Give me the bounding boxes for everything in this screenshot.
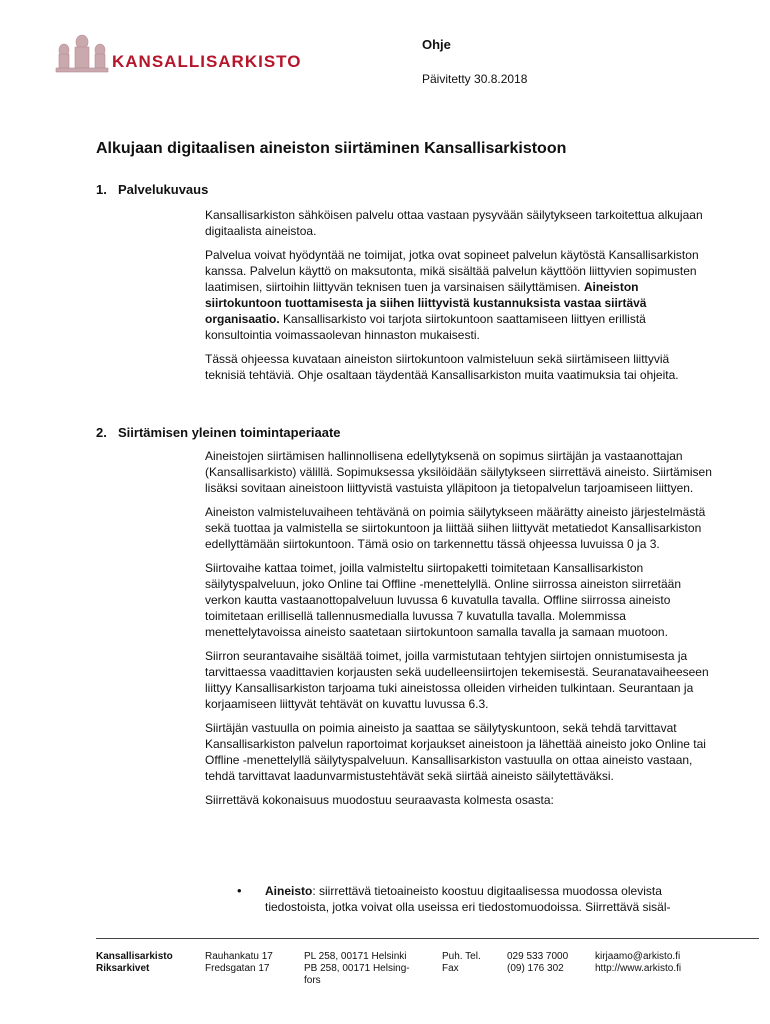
footer-organization: Kansallisarkisto Riksarkivet (96, 951, 173, 974)
paragraph: Siirrettävä kokonaisuus muodostuu seuraavasta kolmesta osasta: (205, 793, 554, 807)
footer-divider (96, 938, 759, 939)
section-title: Palvelukuvaus (118, 182, 209, 197)
archive-emblem-icon (54, 32, 110, 74)
footer-phone-numbers: 029 533 7000 (09) 176 302 (507, 951, 569, 974)
email-link[interactable]: kirjaamo@arkisto.fi (595, 951, 681, 962)
paragraph: Tässä ohjeessa kuvataan aineiston siirtokuntoon valmisteluun sekä siirtämiseen liittyviä teknisiä tehtäviä. Ohje osaltaan täydentää Kansallisarkiston muita vaatimuksia tai ohjeita. (205, 352, 679, 382)
paragraph: Aineiston valmisteluvaiheen tehtävänä on poimia säilytykseen määrätty aineisto järjestelmästä sekä tuottaa ja valmistella se siirtokuntoon ja liittää siihen liittyvät metatiedot Kansallisarkiston edellyttämään siirtokuntoon. Tämä osio on tarkennettu tässä ohjeessa luvuissa 0 ja 3. (205, 505, 706, 551)
list-item: Aineisto: siirrettävä tietoaineisto koostuu digitaalisessa muodossa olevista tiedostoista, jotka voivat olla useissa eri tiedostomuodoissa. Siirrettävä sisäl- (265, 884, 671, 914)
paragraph: Siirtovaihe kattaa toimet, joilla valmisteltu siirtopaketti toimitetaan Kansallisarkiston säilytyspalveluun, joko Online tai Offline -menettelyllä. Online siirrossa aineiston siirretään verkon kautta vastaanottopalveluun luvussa 6 kuvatulla tavalla. Offline siirrossa aineisto toimitetaan erillisellä tallennusmedialla luvussa 7 kuvatulla tavalla. Molemmissa menettelytavoissa aineisto saatetaan siirtokuntoon samalla tavalla ja samaan muotoon. (205, 561, 682, 639)
footer-email-web (595, 951, 681, 975)
footer-postal-address: PL 258, 00171 Helsinki PB 258, 00171 Helsing- fors (304, 951, 410, 986)
logo-text: KANSALLISARKISTO (112, 52, 302, 71)
paragraph: Palvelua voivat hyödyntää ne toimijat, jotka ovat sopineet palvelun käytöstä Kansallisarkiston kanssa. Palvelun käyttö on maksutonta, mikä sisältää palvelun käyttöön liittyvien sopimusten laatimisen, siirtoihin liittyvän teknisen tuen ja varsinaisen säilyttämisen. Aineiston siirtokuntoon tuottamisesta ja siihen liittyvistä kustannuksista vastaa siirtävä organisaatio. Kansallisarkisto voi tarjota siirtokuntoon saattamiseen liittyen erillistä konsultointia voimassaolevan hinnaston mukaisesti. (205, 248, 699, 342)
paragraph: Kansallisarkiston sähköisen palvelu ottaa vastaan pysyvään säilytykseen tarkoitettua alkujaan digitaalista aineistoa. (205, 208, 703, 238)
section-title: Siirtämisen yleinen toimintaperiaate (118, 425, 341, 440)
section-1-body (205, 207, 713, 391)
footer-street-address: Rauhankatu 17 Fredsgatan 17 (205, 951, 273, 974)
section-2-heading (96, 425, 341, 440)
section-2-body (205, 448, 713, 816)
section-number: 1. (96, 182, 107, 197)
updated-date: Päivitetty 30.8.2018 (422, 72, 528, 86)
document-type: Ohje (422, 37, 451, 52)
section-number: 2. (96, 425, 107, 440)
bold-text: Aineisto (265, 884, 313, 898)
footer-contact-labels: Puh. Tel. Fax (442, 951, 481, 974)
section-1-heading (96, 182, 208, 197)
website-link[interactable]: http://www.arkisto.fi (595, 963, 682, 974)
paragraph: Siirtäjän vastuulla on poimia aineisto ja saattaa se säilytyskuntoon, sekä tehdä tarvittavat Kansallisarkiston palvelun raportoimat korjaukset aineistoon ja lähettää aineisto joko Online tai Offline -menettelyllä säilytyspalveluun. Kansallisarkiston vastuulla on ottaa aineisto vastaan, tehdä tarvittavat laadunvarmistustehtävät sekä siirtää aineisto säilytettäväksi. (205, 721, 706, 783)
logo (54, 32, 302, 76)
bold-text: Aineiston siirtokuntoon tuottamisesta ja siihen liittyvistä kustannuksista vastaa siirtävä organisaatio. (205, 280, 647, 326)
paragraph: Aineistojen siirtämisen hallinnollisena edellytyksenä on sopimus siirtäjän ja vastaanottajan (Kansallisarkisto) välillä. Sopimuksessa yksilöidään säilytykseen siirrettävä aineisto. Siirtämisen lisäksi sovitaan aineistoon liittyvistä vastuista ylläpitoon ja tietopalvelun tarjoamiseen liittyen. (205, 449, 712, 495)
document-title: Alkujaan digitaalisen aineiston siirtäminen Kansallisarkistoon (96, 140, 567, 157)
paragraph: Siirron seurantavaihe sisältää toimet, joilla varmistutaan tehtyjen siirtojen onnistumisesta ja tarvittaessa vaadittavien korjausten sekä uudelleensiirtojen tekemisestä. Seuranatavaiheeseen liittyy Kansallisarkiston tarjoama tuki aineistossa olleiden virheiden tulkintaan. Seurantaan ja korjaamiseen liittyvät tehtävät on kuvattu luvussa 6.3. (205, 649, 709, 711)
bullet-icon: • (237, 883, 242, 898)
